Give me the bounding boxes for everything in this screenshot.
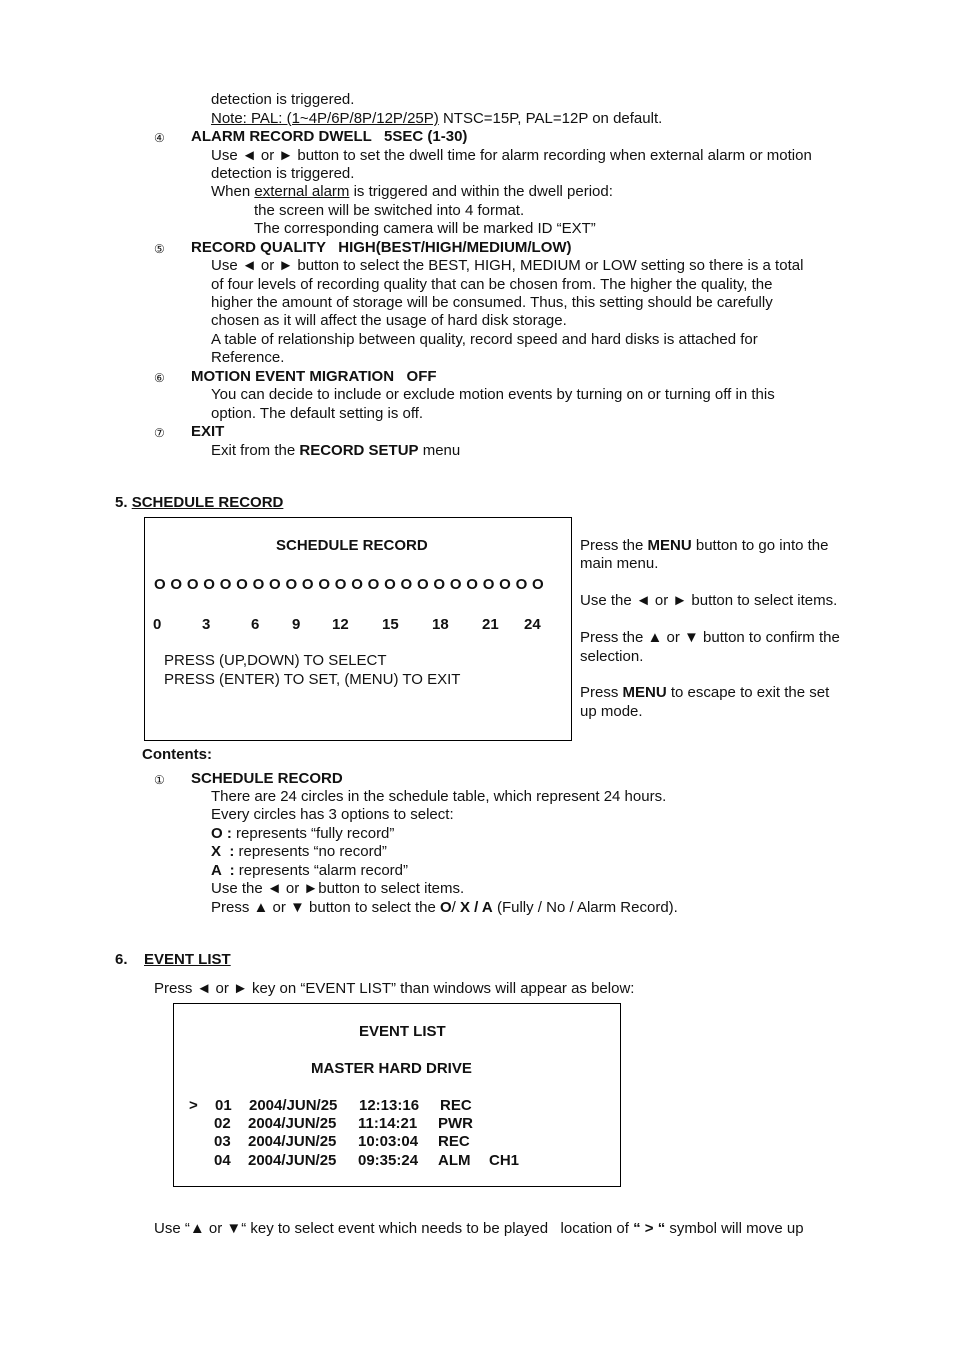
- event-time: 11:14:21: [358, 1115, 418, 1132]
- note-defaults: NTSC=15P, PAL=12P on default.: [438, 110, 663, 127]
- hour-label-21: 21: [482, 616, 499, 633]
- section-5-number: 5.: [115, 494, 132, 511]
- menu-key-term-2: MENU: [622, 684, 667, 701]
- event-date: 2004/JUN/25: [248, 1133, 337, 1150]
- side-note-escape: [580, 684, 829, 702]
- text-when: When: [211, 183, 255, 200]
- hour-label-0: 0: [153, 616, 162, 633]
- option-a-text: represents “alarm record”: [234, 862, 408, 879]
- event-date: 2004/JUN/25: [248, 1152, 337, 1169]
- option-o: [211, 825, 394, 843]
- side-note-escape-2: up mode.: [580, 703, 643, 720]
- schedule-text-2: Every circles has 3 options to select:: [211, 806, 454, 823]
- event-type: REC: [440, 1097, 472, 1114]
- record-quality-heading: RECORD QUALITY HIGH(BEST/HIGH/MEDIUM/LOW): [191, 239, 572, 256]
- event-number: 04: [214, 1152, 231, 1169]
- event-list-intro: Press ◄ or ► key on “EVENT LIST” than windows will appear as below:: [154, 980, 635, 997]
- text-menu: menu: [418, 442, 461, 459]
- event-number: 01: [215, 1097, 232, 1114]
- record-quality-text-2: of four levels of recording quality that can be chosen from. The higher the quality, the: [211, 276, 773, 293]
- side-note-confirm: Press the ▲ or ▼ button to confirm the: [580, 629, 840, 646]
- option-x-text: represents “no record”: [234, 843, 387, 860]
- event-time: 12:13:16: [359, 1097, 420, 1114]
- schedule-instruction-2: PRESS (ENTER) TO SET, (MENU) TO EXIT: [164, 671, 461, 688]
- hour-label-12: 12: [332, 616, 349, 633]
- item-number-4: ④: [154, 131, 165, 145]
- option-a: [211, 862, 408, 880]
- alarm-dwell-text-2: detection is triggered.: [211, 165, 355, 182]
- hour-label-18: 18: [432, 616, 449, 633]
- option-o-text: represents “fully record”: [231, 825, 395, 842]
- event-number: 02: [214, 1115, 231, 1132]
- hour-label-15: 15: [382, 616, 399, 633]
- event-type: ALM: [438, 1152, 471, 1169]
- schedule-screen-title: SCHEDULE RECORD: [276, 537, 428, 554]
- event-list-footer: [154, 1220, 804, 1238]
- motion-event-migration-heading: MOTION EVENT MIGRATION OFF: [191, 368, 437, 385]
- external-alarm-term: external alarm: [254, 183, 350, 200]
- selection-cursor: >: [189, 1097, 198, 1114]
- section-6-title: EVENT LIST: [144, 951, 231, 968]
- event-channel: CH1: [489, 1152, 520, 1169]
- record-quality-text-1: Use ◄ or ► button to select the BEST, HIGH, MEDIUM or LOW setting so there is a total: [211, 257, 804, 274]
- event-type: PWR: [438, 1115, 473, 1132]
- menu-key-term: MENU: [647, 537, 692, 554]
- event-list-title: EVENT LIST: [359, 1023, 446, 1040]
- option-o-key: O :: [211, 825, 232, 842]
- hour-label-6: 6: [251, 616, 260, 633]
- text-press-the: Press the: [580, 537, 648, 554]
- motion-event-text-2: option. The default setting is off.: [211, 405, 424, 422]
- alarm-dwell-text-3: [211, 183, 613, 201]
- schedule-instruction-1: PRESS (UP,DOWN) TO SELECT: [164, 652, 387, 669]
- record-quality-text-5: A table of relationship between quality, record speed and hard disks is attached for: [211, 331, 758, 348]
- alarm-dwell-text-1: Use ◄ or ► button to set the dwell time for alarm recording when external alarm or motion: [211, 147, 812, 164]
- master-hard-drive-label: MASTER HARD DRIVE: [311, 1060, 472, 1077]
- side-note-select: Use the ◄ or ► button to select items.: [580, 592, 838, 609]
- cursor-symbol-term: “ > “: [633, 1220, 666, 1237]
- schedule-text-6: Use the ◄ or ►button to select items.: [211, 880, 465, 897]
- side-note-menu: [580, 537, 828, 555]
- option-x: [211, 843, 387, 861]
- text-triggered: is triggered and within the dwell period:: [349, 183, 613, 200]
- text-go-into: button to go into the: [691, 537, 829, 554]
- schedule-text-1: There are 24 circles in the schedule table, which represent 24 hours.: [211, 788, 667, 805]
- text-exit-from: Exit from the: [211, 442, 300, 459]
- record-setup-term: RECORD SETUP: [299, 442, 419, 459]
- note-pal-options: Note: PAL: (1~4P/6P/8P/12P/25P): [211, 110, 439, 127]
- footer-text-move-up: symbol will move up: [665, 1220, 804, 1237]
- text-press-select: Press ▲ or ▼ button to select the: [211, 899, 440, 916]
- event-time: 10:03:04: [358, 1133, 419, 1150]
- alarm-dwell-text-5: The corresponding camera will be marked ID “EXT”: [254, 220, 596, 237]
- item-number-5: ⑤: [154, 242, 165, 256]
- section-5-heading: [115, 494, 283, 512]
- slash-separator: /: [451, 899, 460, 916]
- record-quality-text-4: chosen as it will affect the usage of hard disk storage.: [211, 312, 567, 329]
- item-number-7: ⑦: [154, 426, 165, 440]
- footer-text-use: Use “▲ or ▼“ key to select event which needs to be played location of: [154, 1220, 634, 1237]
- hour-label-24: 24: [524, 616, 541, 633]
- event-number: 03: [214, 1133, 231, 1150]
- schedule-circles: O O O O O O O O O O O O O O O O O O O O O O O O: [154, 576, 545, 593]
- option-xa-term: X / A: [459, 899, 493, 916]
- text-press: Press: [580, 684, 623, 701]
- event-date: 2004/JUN/25: [248, 1115, 337, 1132]
- continuation-text: detection is triggered.: [211, 91, 355, 108]
- section-5-title: SCHEDULE RECORD: [131, 494, 284, 511]
- item-number-6: ⑥: [154, 371, 165, 385]
- option-x-key: X :: [211, 843, 235, 860]
- alarm-dwell-text-4: the screen will be switched into 4 format.: [254, 202, 525, 219]
- hour-label-9: 9: [292, 616, 301, 633]
- contents-label: Contents:: [142, 746, 212, 763]
- event-date: 2004/JUN/25: [249, 1097, 338, 1114]
- section-6-number: 6.: [115, 951, 128, 968]
- record-quality-text-6: Reference.: [211, 349, 285, 366]
- record-quality-text-3: higher the amount of storage will be consumed. Thus, this setting should be carefully: [211, 294, 773, 311]
- motion-event-text-1: You can decide to include or exclude motion events by turning on or turning off in this: [211, 386, 775, 403]
- side-note-menu-2: main menu.: [580, 555, 659, 572]
- schedule-record-item-heading: SCHEDULE RECORD: [191, 770, 343, 787]
- alarm-record-dwell-heading: ALARM RECORD DWELL 5SEC (1-30): [191, 128, 468, 145]
- item-number-1: ①: [154, 773, 165, 787]
- event-list-screen: [173, 1003, 621, 1187]
- exit-text: [211, 442, 460, 460]
- frame-rate-note: [211, 110, 662, 128]
- option-o-term: O: [439, 899, 452, 916]
- hour-label-3: 3: [202, 616, 211, 633]
- event-type: REC: [438, 1133, 470, 1150]
- event-time: 09:35:24: [358, 1152, 419, 1169]
- schedule-record-screen: [144, 517, 572, 741]
- text-escape: to escape to exit the set: [666, 684, 830, 701]
- exit-heading: EXIT: [191, 423, 225, 440]
- options-legend: (Fully / No / Alarm Record).: [492, 899, 678, 916]
- side-note-confirm-2: selection.: [580, 648, 644, 665]
- schedule-text-7: [211, 899, 678, 917]
- option-a-key: A :: [211, 862, 235, 879]
